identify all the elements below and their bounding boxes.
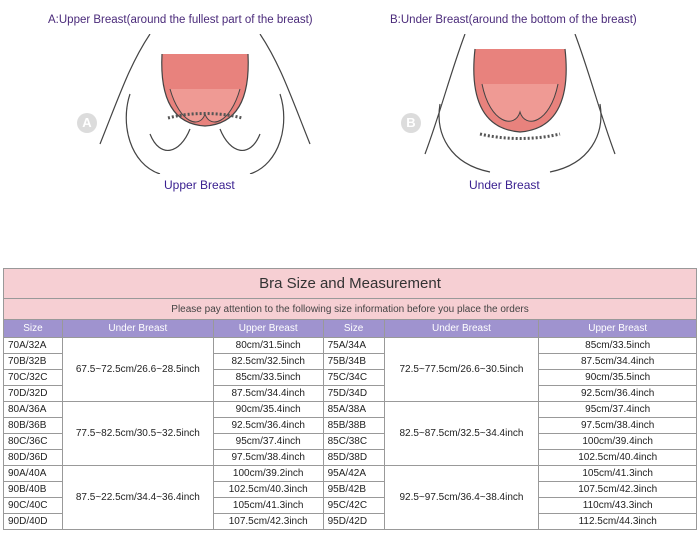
table-title: Bra Size and Measurement — [4, 269, 697, 299]
size-cell: 75C/34C — [323, 370, 384, 386]
under-breast-cell: 82.5~87.5cm/32.5~34.4inch — [384, 402, 539, 466]
under-breast-cell: 87.5~22.5cm/34.4~36.4inch — [62, 466, 213, 530]
size-cell: 90B/40B — [4, 482, 63, 498]
size-cell: 95C/42C — [323, 498, 384, 514]
upper-breast-cell: 87.5cm/34.4inch — [539, 354, 697, 370]
upper-breast-cell: 85cm/33.5inch — [539, 338, 697, 354]
under-breast-illustration — [420, 34, 620, 174]
badge-b-icon: B — [401, 113, 421, 133]
table-row — [4, 338, 697, 354]
upper-breast-cell: 87.5cm/34.4inch — [213, 386, 323, 402]
under-breast-cell: 67.5~72.5cm/26.6~28.5inch — [62, 338, 213, 402]
header-under-breast: Under Breast — [62, 320, 213, 338]
under-breast-cell: 72.5~77.5cm/26.6~30.5inch — [384, 338, 539, 402]
upper-breast-cell: 92.5cm/36.4inch — [539, 386, 697, 402]
upper-breast-cell: 107.5cm/42.3inch — [539, 482, 697, 498]
size-cell: 80A/36A — [4, 402, 63, 418]
upper-breast-illustration — [90, 34, 320, 174]
upper-breast-cell: 90cm/35.4inch — [213, 402, 323, 418]
upper-breast-cell: 105cm/41.3inch — [213, 498, 323, 514]
upper-breast-cell: 102.5cm/40.4inch — [539, 450, 697, 466]
upper-breast-cell: 105cm/41.3inch — [539, 466, 697, 482]
size-cell: 85D/38D — [323, 450, 384, 466]
figure-a-label: Upper Breast — [164, 178, 235, 192]
size-cell: 90A/40A — [4, 466, 63, 482]
under-breast-cell: 77.5~82.5cm/30.5~32.5inch — [62, 402, 213, 466]
table-row — [4, 466, 697, 482]
size-cell: 70A/32A — [4, 338, 63, 354]
upper-breast-cell: 95cm/37.4inch — [213, 434, 323, 450]
table-row — [4, 402, 697, 418]
size-cell: 95B/42B — [323, 482, 384, 498]
table-notice: Please pay attention to the following size information before you place the orders — [4, 299, 697, 320]
under-breast-cell: 92.5~97.5cm/36.4~38.4inch — [384, 466, 539, 530]
header-under-breast: Under Breast — [384, 320, 539, 338]
upper-breast-cell: 95cm/37.4inch — [539, 402, 697, 418]
upper-breast-cell: 100cm/39.2inch — [213, 466, 323, 482]
header-upper-breast: Upper Breast — [539, 320, 697, 338]
size-cell: 90C/40C — [4, 498, 63, 514]
upper-breast-cell: 85cm/33.5inch — [213, 370, 323, 386]
upper-breast-cell: 107.5cm/42.3inch — [213, 514, 323, 530]
size-cell: 95A/42A — [323, 466, 384, 482]
upper-breast-cell: 112.5cm/44.3inch — [539, 514, 697, 530]
upper-breast-cell: 80cm/31.5inch — [213, 338, 323, 354]
size-cell: 75D/34D — [323, 386, 384, 402]
size-cell: 70B/32B — [4, 354, 63, 370]
size-table — [3, 268, 697, 530]
size-cell: 80D/36D — [4, 450, 63, 466]
size-cell: 85B/38B — [323, 418, 384, 434]
size-cell: 85A/38A — [323, 402, 384, 418]
size-cell: 80B/36B — [4, 418, 63, 434]
figure-b-label: Under Breast — [469, 178, 540, 192]
badge-a-icon: A — [77, 113, 97, 133]
size-cell: 70C/32C — [4, 370, 63, 386]
upper-breast-cell: 97.5cm/38.4inch — [213, 450, 323, 466]
upper-breast-cell: 92.5cm/36.4inch — [213, 418, 323, 434]
upper-breast-cell: 97.5cm/38.4inch — [539, 418, 697, 434]
figure-a-caption: A:Upper Breast(around the fullest part of the breast) — [48, 14, 313, 26]
size-cell: 75A/34A — [323, 338, 384, 354]
size-cell: 70D/32D — [4, 386, 63, 402]
table-body — [4, 338, 697, 530]
size-cell: 80C/36C — [4, 434, 63, 450]
size-cell: 85C/38C — [323, 434, 384, 450]
header-size: Size — [323, 320, 384, 338]
upper-breast-cell: 102.5cm/40.3inch — [213, 482, 323, 498]
header-upper-breast: Upper Breast — [213, 320, 323, 338]
upper-breast-cell: 90cm/35.5inch — [539, 370, 697, 386]
figure-b-caption: B:Under Breast(around the bottom of the breast) — [390, 14, 637, 26]
size-cell: 90D/40D — [4, 514, 63, 530]
size-cell: 95D/42D — [323, 514, 384, 530]
upper-breast-cell: 82.5cm/32.5inch — [213, 354, 323, 370]
header-size: Size — [4, 320, 63, 338]
upper-breast-cell: 110cm/43.3inch — [539, 498, 697, 514]
upper-breast-cell: 100cm/39.4inch — [539, 434, 697, 450]
size-cell: 75B/34B — [323, 354, 384, 370]
